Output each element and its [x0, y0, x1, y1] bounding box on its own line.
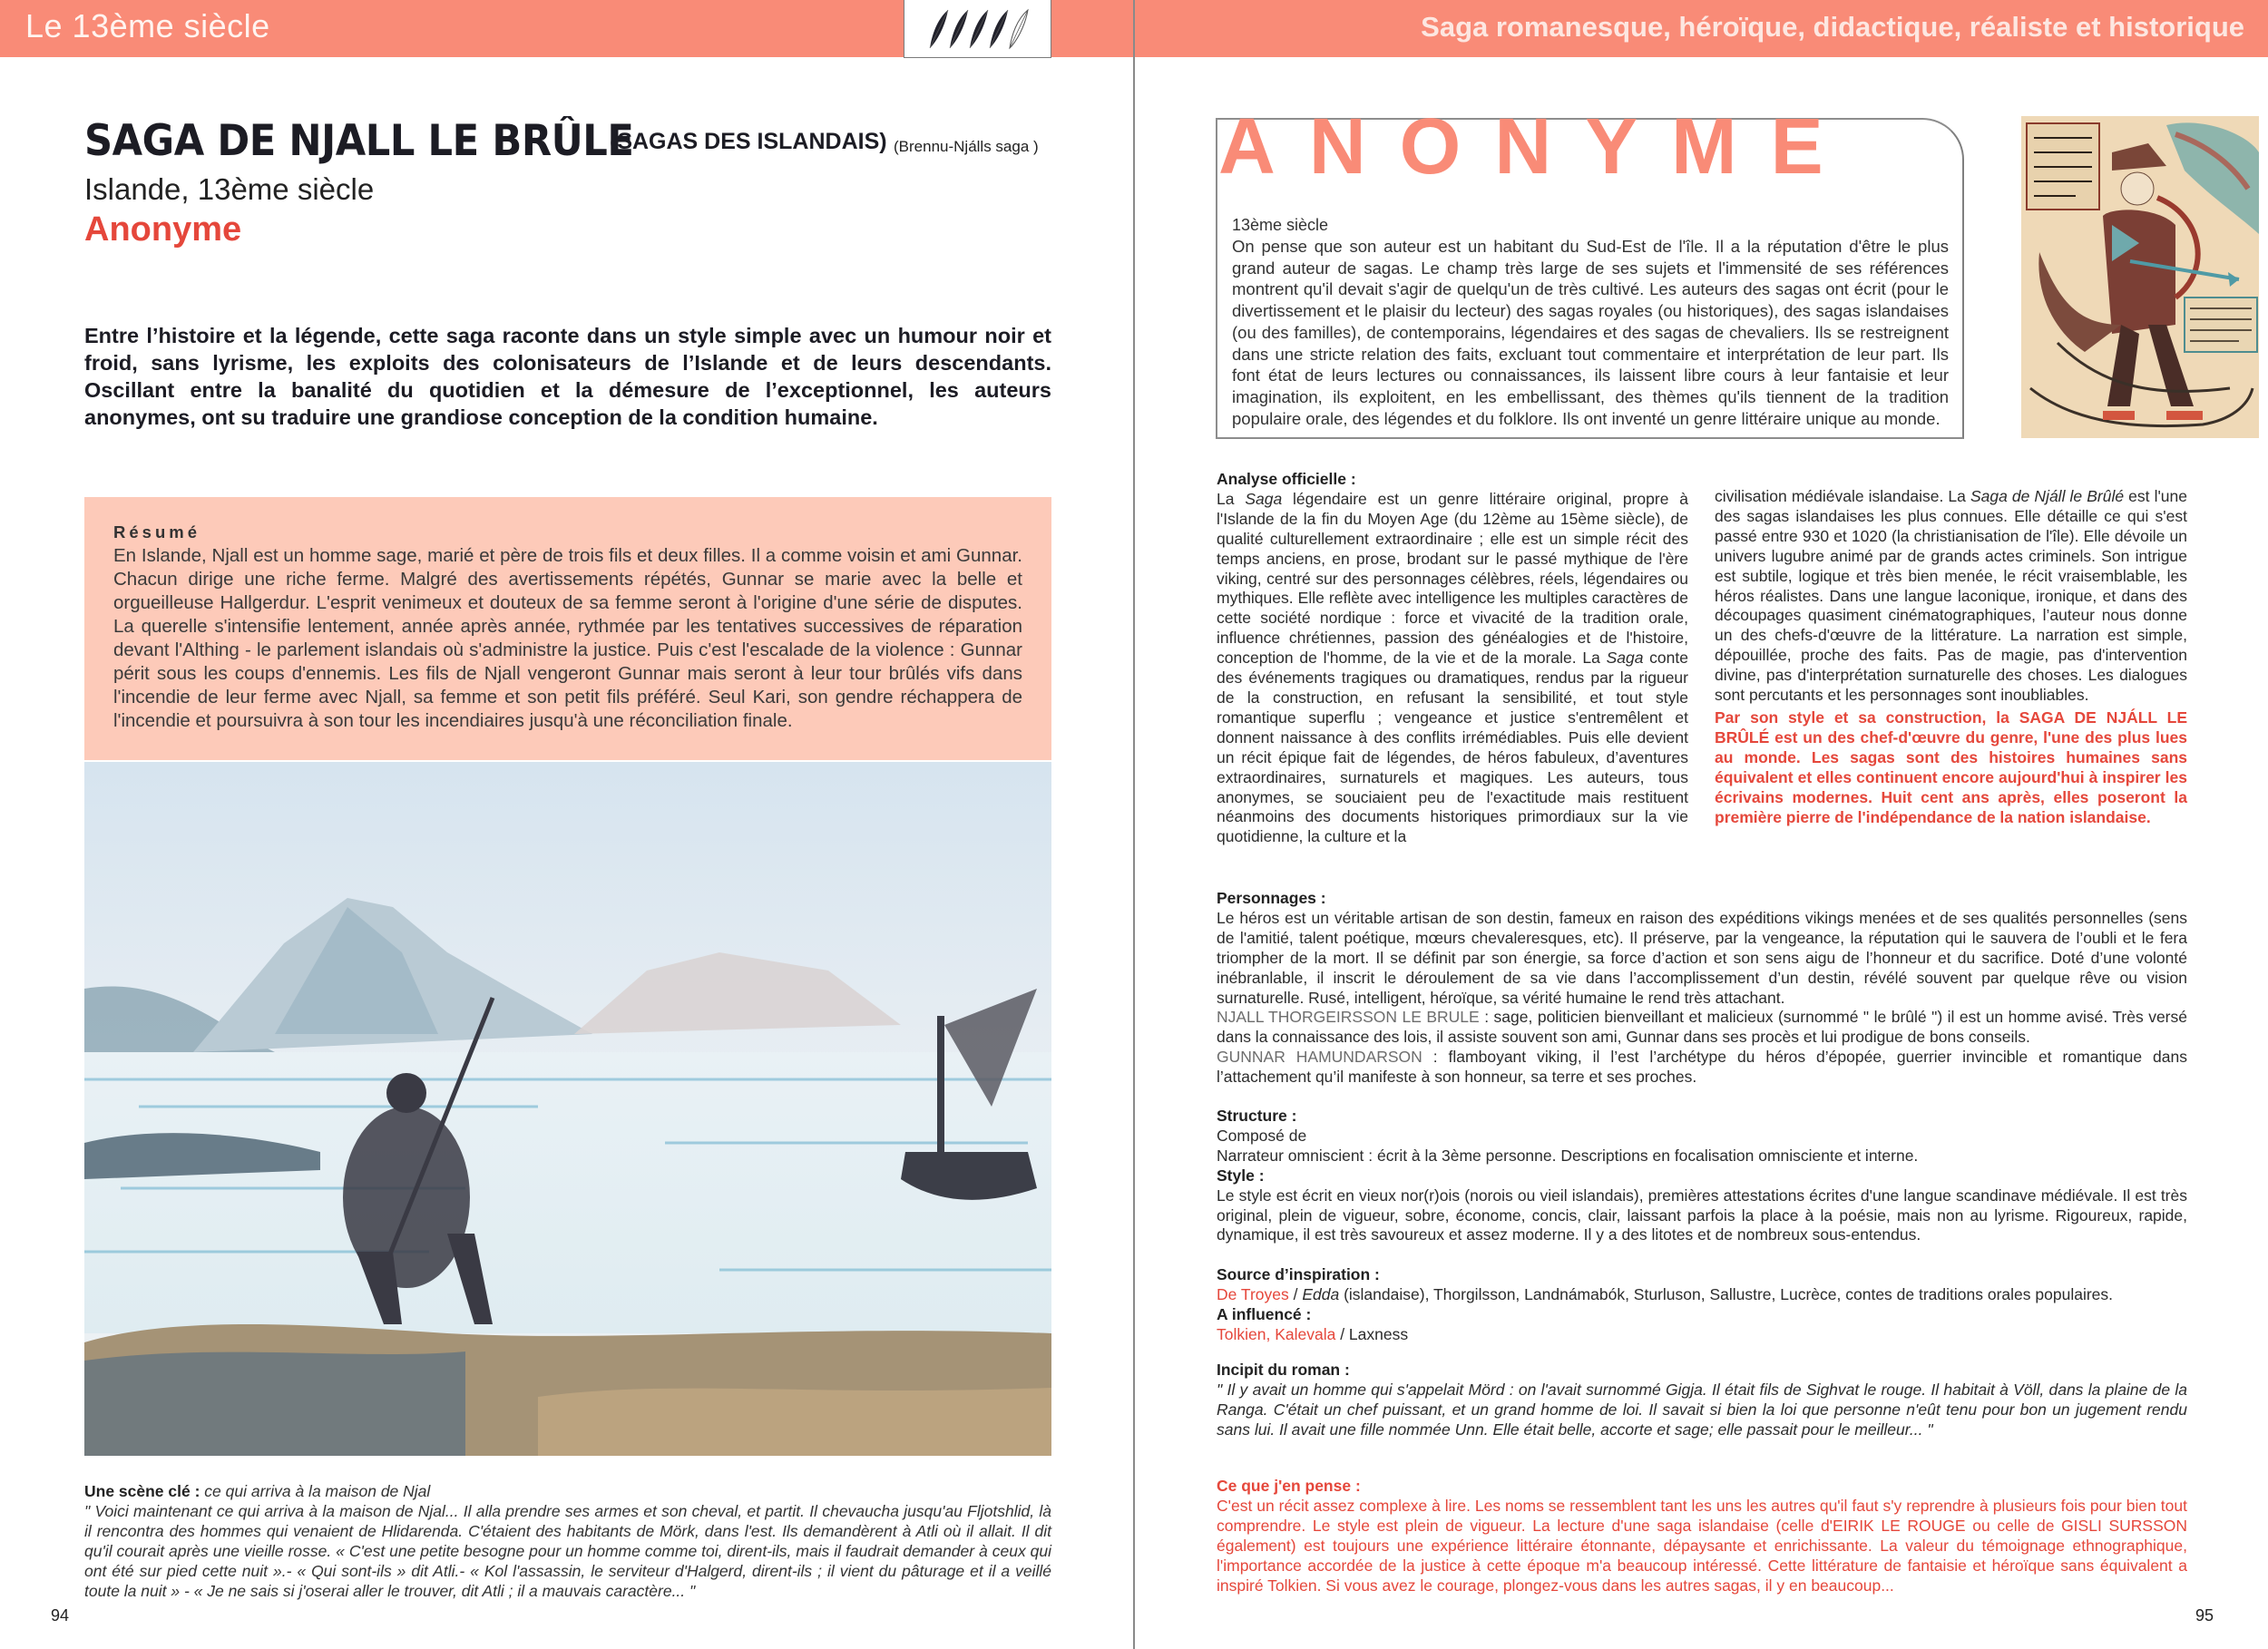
author-card-text: On pense que son auteur est un habitant du Sud-Est de l'île. Il a la réputation d'être le plus grand auteur de sagas. Le champ très large de ses sujets et l'immensité de ses références montrent qu'il devait s'agir de quelqu'un de très cultivé. Les auteurs des sagas ont écrit (pour le divertissement et le plaisir du lecteur) des sagas royales (ou historiques), des sagas islandaises (ou des familles), de contemporains, légendaires et des sagas de chevaliers. Ils se restreignent dans une stricte relation des faits, excluant tout commentaire et interprétation de leur part. Ils font état de leurs lectures ou connaissances, ils laissent libre cours à leur fantaisie et leur imagination, ils exploitent, en les embellissant, des thèmes qu'ils tiennent de la tradition populaire orale, des légendes et du folklore. Ils ont inventé un genre littéraire unique au monde.	[1232, 237, 1949, 428]
author-card-date: 13ème siècle	[1232, 216, 1329, 234]
analysis-highlight: Par son style et sa construction, la SAGA DE NJÁLL LE BRÛLÉ est un des chef-d'œuvre du genre, l'une des plus lues au monde. Les sagas sont des histoires humaines sans équivalent et elles continuent encore aujourd'hui à inspirer les écrivains modernes. Huit cent ans après, elles poseront la première pierre de l'indépendance de la nation islandaise.	[1715, 707, 2187, 826]
structure-line-2: Narrateur omniscient : écrit à la 3ème personne. Descriptions en focalisation omnisciente et interne.	[1217, 1146, 1919, 1165]
book-subtitle: (SAGAS DES ISLANDAIS)	[610, 129, 887, 154]
structure-heading: Structure :	[1217, 1107, 1297, 1125]
place-and-date: Islande, 13ème siècle	[84, 172, 375, 206]
analysis-text-2: civilisation médiévale islandaise. La Saga de Njáll le Brûlé est l'une des sagas islandaises les plus connues. Elle détaille ce qui s'est passé entre 930 et 1020 (la christianisation de l'île). Elle dévoile un univers lugubre animé par de grands actes criminels. Son intrigue est subtile, logique et très bien menée, le récit vraisemblable, les héros réalistes. Dans une langue laconique, ironique, et dans des découpages quasiment cinématographiques, l’auteur nous donne un des chefs-d'œuvre de la littérature. La narration est simple, dépouillée, proche des faits. Pas de magie, pas d'intervention divine, pas d'interprétation surnaturelle des choses. Les dialogues sont percutants et les personnages sont inoubliables.	[1715, 487, 2187, 705]
character-entry: GUNNAR HAMUNDARSON : flamboyant viking, il l’est l’archétype du héros d’épopée, guerrier invincible et romantique dans l’attachement qu’il manifeste à son honneur, sa terre et ses proches.	[1217, 1048, 2187, 1087]
author-card-name: ANONYME	[1218, 102, 1857, 190]
opinion-heading: Ce que j'en pense :	[1217, 1477, 1361, 1495]
character-name: GUNNAR HAMUNDARSON	[1217, 1048, 1422, 1067]
analysis-column-2	[1715, 487, 2187, 827]
page-number-left: 94	[51, 1606, 70, 1625]
influenced-heading: A influencé :	[1217, 1305, 1312, 1324]
quill-rating	[904, 0, 1051, 58]
manuscript-illustration	[2021, 116, 2259, 438]
summary-text: En Islande, Njall est un homme sage, marié et père de trois fils et deux filles. Il a comme voisin et ami Gunnar. Chacun dirige une riche ferme. Malgré des avertissements répétés, Gunnar se marie avec la belle et orgueilleuse Hallgerdur. L'esprit venimeux et douteux de sa femme seront à l'origine d'une série de disputes. La querelle s'intensifie lentement, année après année, rythmée par les tentatives successives de réparation devant l'Althing - le parlement islandais où s'administre la justice. Puis c'est l'escalade de la violence : Gunnar périt sous les coups d'ennemis. Les fils de Njall vengeront Gunnar mais seront à leur tour brûlés vifs dans l'incendie de leur ferme avec Njall, sa femme et son petit fils préféré. Seul Kari, son gendre réchappera de l'incendie et poursuivra à son tour les incendiaires jusqu'à une réconciliation finale.	[113, 545, 1022, 731]
viking-watercolor-illustration	[84, 762, 1051, 1456]
genre-tagline: Saga romanesque, héroïque, didactique, réaliste et historique	[1421, 11, 2244, 43]
analysis-heading: Analyse officielle :	[1217, 470, 1356, 488]
sources-text: De Troyes / Edda (islandaise), Thorgilsson, Landnámabók, Sturluson, Sallustre, Lucrèce, contes de traditions orales populaires.	[1217, 1285, 2114, 1304]
author-name: Anonyme	[84, 210, 242, 249]
key-scene-subtitle: ce qui arriva à la maison de Njal	[200, 1482, 431, 1500]
characters-heading: Personnages :	[1217, 889, 1326, 907]
style-text: Le style est écrit en vieux nor(r)ois (norois ou vieil islandais), premières attestations écrites d'une langue scandinave médiévale. Il est très original, plein de vigueur, sobre, économe, concis, clair, laissant parfois la place à la poésie, mais non au lyrisme. Rigoureux, rapide, dynamique, il est très savoureux et assez moderne. Il y a des litotes et de nombreux sous-entendus.	[1217, 1186, 2187, 1244]
quill-filled-icon	[928, 8, 950, 50]
characters-section	[1217, 889, 2187, 1088]
analysis-column-1	[1217, 470, 1688, 847]
quill-empty-icon	[1008, 8, 1030, 50]
influenced-text: Tolkien, Kalevala / Laxness	[1217, 1325, 1409, 1344]
page-number-right: 95	[2195, 1606, 2214, 1625]
key-scene-text: " Voici maintenant ce qui arriva à la maison de Njal... Il alla prendre ses armes et son cheval, et partit. Il chevaucha jusqu'au Fljotshlid, là il rencontra des hommes qui venaient de Hlidarenda. C'étaient des habitants de Mörk, dans l'est. Ils demandèrent à Atli où il allait. Il dit qu'il courait après une vieille rosse. « C'est une petite besogne pour un homme comme toi, dirent-ils, mais il faudrait demander à ceux qui ont été sur pied cette nuit ».- « Qui sont-ils » dit Atli.- « Kol l'assassin, le serviteur d'Halgerd, dirent-ils ; il vient du pâturage et il a veillé toute la nuit » - « Je ne sais si j'oserai aller le trouver, dit Atli ; il a mauvais caractère... "	[84, 1502, 1051, 1600]
key-scene	[84, 1481, 1051, 1601]
quill-filled-icon	[988, 8, 1010, 50]
incipit-section	[1217, 1361, 2187, 1440]
summary-box	[84, 497, 1051, 760]
character-name: NJALL THORGEIRSSON LE BRULE	[1217, 1008, 1480, 1027]
intro-paragraph: Entre l’histoire et la légende, cette saga raconte dans un style simple avec un humour noir et froid, sans lyrisme, les exploits des colonisateurs de l’Islande et de leurs descendants. Oscillant entre la banalité du quotidien et la démesure de l’exceptionnel, les auteurs anonymes, ont su traduire une grandiose conception de la condition humaine.	[84, 324, 1051, 429]
quill-filled-icon	[948, 8, 970, 50]
opinion-section	[1217, 1477, 2187, 1595]
style-heading: Style :	[1217, 1166, 1265, 1185]
key-scene-heading: Une scène clé :	[84, 1482, 200, 1500]
incipit-heading: Incipit du roman :	[1217, 1361, 1350, 1379]
analysis-text-1: La Saga légendaire est un genre littéraire original, propre à l'Islande de la fin du Moyen Age (du 12ème au 15ème siècle), de qualité culturellement extraordinaire ; elle est un simple récit des temps anciens, en prose, brodant sur le passé mythique de l'ère viking, centré sur des personnages célèbres, réels, légendaires ou mythiques. Elle reflète avec intelligence les multiples caractères de cette société nordique : force et vivacité de la tradition orale, influence chrétiennes, passion des généalogies et de l'histoire, conception de l'homme, de la vie et de la morale. La Saga conte des événements tragiques ou dramatiques, rendus par la rigueur de la construction, en refusant la sensibilité, et tout style romantique superflu ; vengeance et justice s'entremêlent et donnent naissance à des conflits irrémédiables. Puis elle devient un récit épique fait de légendes, de héros fabuleux, d’aventures extraordinaires, surnaturels et magiques. Les auteurs, tous anonymes, se souciaient peu de l'exactitude mais restituent néanmoins des documents historiques primordiaux sur la vie quotidienne, la culture et la	[1217, 489, 1689, 846]
sources-heading: Source d’inspiration :	[1217, 1265, 1380, 1284]
original-title: (Brennu-Njálls saga )	[894, 138, 1039, 155]
characters-intro: Le héros est un véritable artisan de son destin, fameux en raison des expéditions vikings menées et de ses qualités personnelles (sens de l'amitié, talent poétique, mœurs chevaleresques, etc). Il préserve, par la vengeance, la réputation qui le sauvera de l’oubli et le fera triompher de la mort. Il se définit par son énergie, sa force d’action et son sens aigu de l’honneur et du sacrifice. Doté d’une volonté inébranlable, il inscrit le déroulement de sa vie dans l’accomplissement d’un destin, révélé souvent par quelque rêve ou vision surnaturelle. Rusé, intelligent, héroïque, sa vérité humaine le rend très attachant.	[1217, 908, 2187, 1007]
opinion-text: C'est un récit assez complexe à lire. Les noms se ressemblent tant les uns les autres qu'il faut s'y reprendre à plusieurs fois pour bien tout comprendre. Le style est plein de vigueur. La lecture d'une saga islandaise (celle d'EIRIK LE ROUGE ou celle de GISLI SURSSON également) est toujours une expérience littéraire étonnante, dépaysante et enrichissante. La valeur du témoignage ethnographique, l'importance accordée de la justice à cette époque m'a beaucoup intéressé. Cette littérature de fantaisie et héroïque sans équivalent a inspiré Tolkien. Si vous avez le courage, plongez-vous dans les autres sagas, il y en beaucoup...	[1217, 1496, 2187, 1595]
character-entry: NJALL THORGEIRSSON LE BRULE : sage, politicien bienveillant et malicieux (surnommé " le brûlé ") il est un homme avisé. Très versé dans la connaissance des lois, il assiste souvent son ami, Gunnar dans ses procès et lui prodigue de bons conseils.	[1217, 1008, 2187, 1047]
page-gutter	[1133, 0, 1135, 1649]
book-title: SAGA DE NJALL LE BRÛLE	[84, 116, 634, 166]
summary-heading: Résumé	[113, 522, 200, 542]
century-title: Le 13ème siècle	[25, 7, 270, 44]
structure-line-1: Composé de	[1217, 1126, 1307, 1145]
right-header-band	[1135, 0, 2268, 57]
incipit-text: " Il y avait un homme qui s'appelait Mörd : on l'avait surnommé Gigja. Il était fils de Sighvat le rouge. Il habitait à Völl, dans la plaine de la Ranga. C'était un chef puissant, et un grand homme de loi. Il savait si bien la loi que personne n'eût tenu pour bon un jugement rendu sans lui. Il avait une fille nommée Unn. Elle était belle, accorte et sage; elle passait pour le meilleur... "	[1217, 1380, 2187, 1439]
structure-style-section	[1217, 1107, 2187, 1345]
quill-filled-icon	[968, 8, 990, 50]
